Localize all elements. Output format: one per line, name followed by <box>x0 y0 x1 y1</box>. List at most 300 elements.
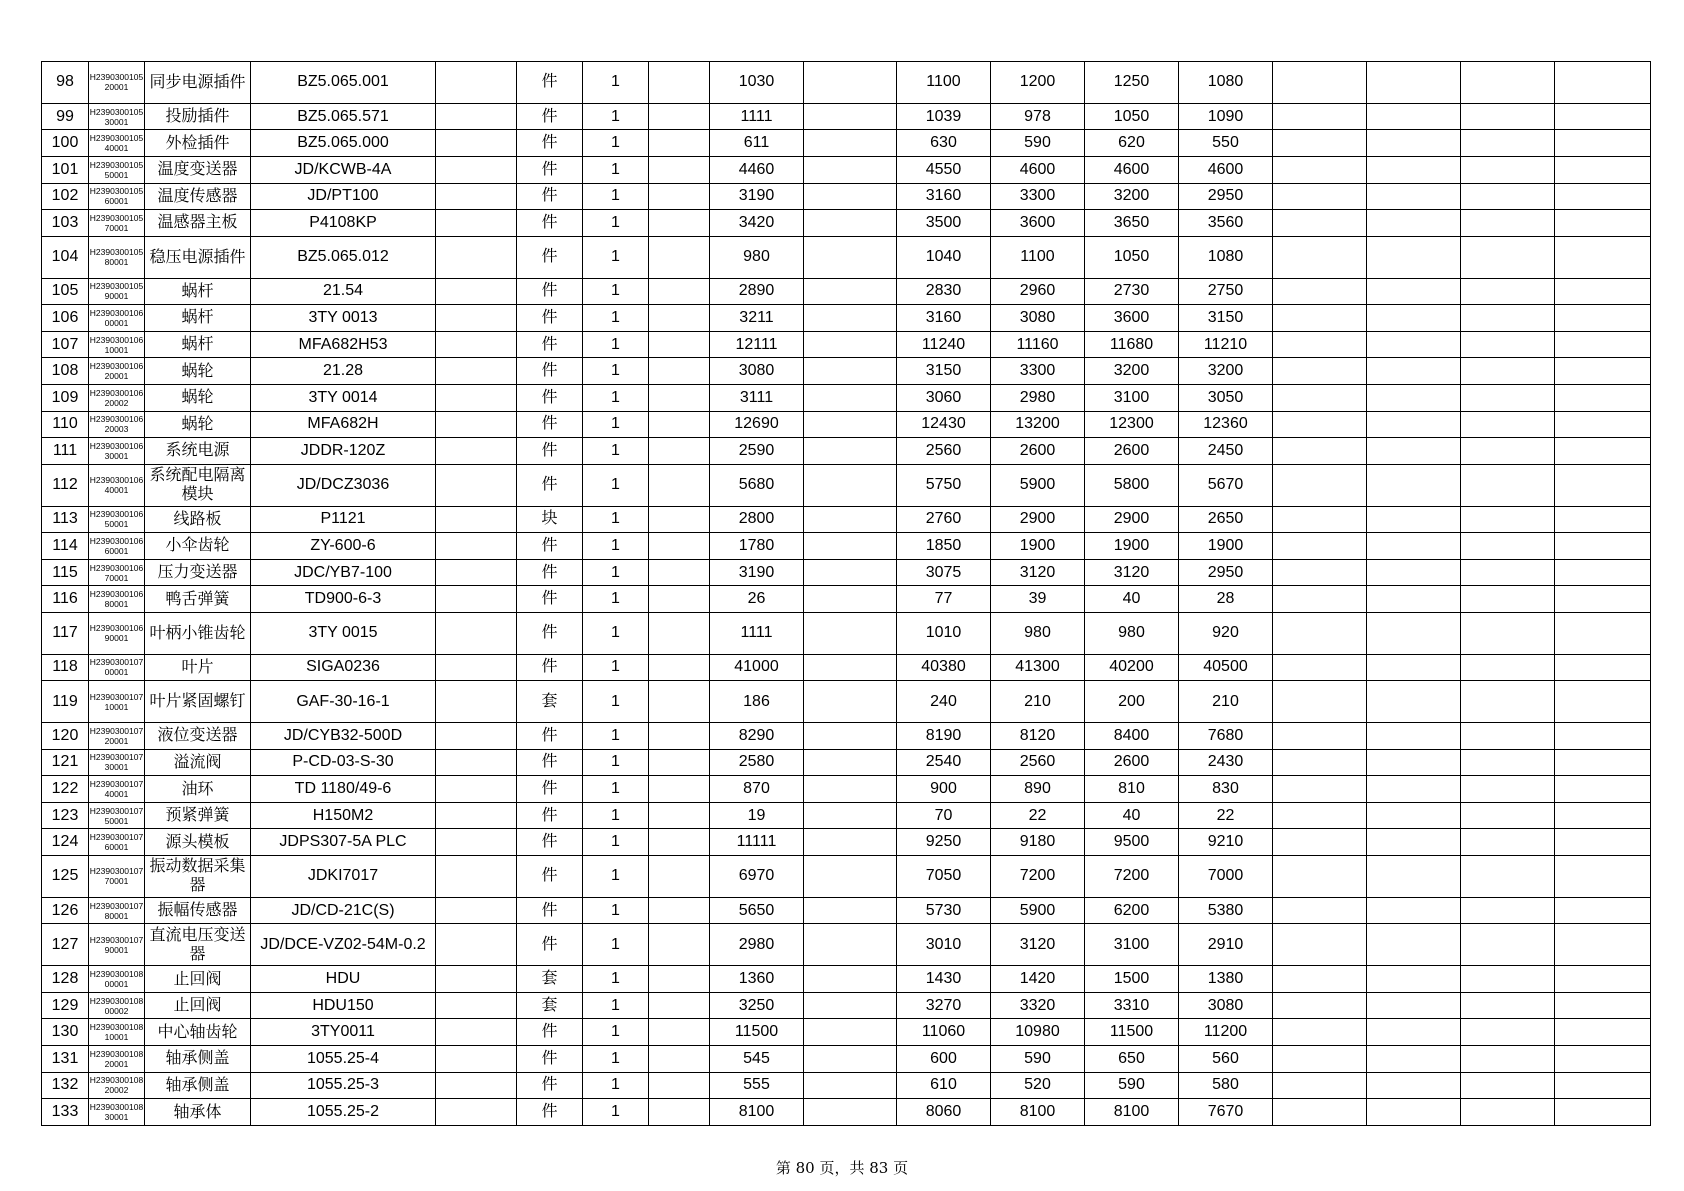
cell-empty <box>649 278 710 305</box>
cell-row-number: 129 <box>42 992 89 1019</box>
cell-unit: 件 <box>517 856 583 898</box>
cell-row-number: 118 <box>42 654 89 681</box>
cell-material-code: H239030010530001 <box>89 103 145 130</box>
cell-empty <box>1461 464 1555 506</box>
cell-row-number: 104 <box>42 236 89 278</box>
cell-model: 3TY 0013 <box>251 305 436 332</box>
cell-price-4: 40 <box>1085 586 1179 613</box>
cell-price-2: 40380 <box>897 654 991 681</box>
cell-price-3: 10980 <box>991 1019 1085 1046</box>
cell-price-2: 900 <box>897 776 991 803</box>
cell-empty <box>436 992 517 1019</box>
cell-unit: 件 <box>517 358 583 385</box>
cell-price-4: 11500 <box>1085 1019 1179 1046</box>
cell-material-code: H239030010660001 <box>89 533 145 560</box>
cell-empty <box>436 776 517 803</box>
cell-quantity: 1 <box>583 62 649 104</box>
cell-empty <box>649 1019 710 1046</box>
cell-empty <box>1555 654 1651 681</box>
cell-material-code: H239030010550001 <box>89 156 145 183</box>
cell-empty <box>436 438 517 465</box>
cell-price-5: 7670 <box>1179 1099 1273 1126</box>
cell-price-4: 12300 <box>1085 411 1179 438</box>
cell-price-4: 980 <box>1085 612 1179 654</box>
cell-quantity: 1 <box>583 924 649 966</box>
cell-part-name: 蜗杆 <box>145 278 251 305</box>
cell-price-5: 210 <box>1179 681 1273 723</box>
cell-material-code: H239030010580001 <box>89 236 145 278</box>
cell-price-5: 550 <box>1179 130 1273 157</box>
cell-empty <box>804 654 897 681</box>
cell-empty <box>436 1046 517 1073</box>
cell-empty <box>649 924 710 966</box>
cell-empty <box>649 897 710 924</box>
cell-price-4: 4600 <box>1085 156 1179 183</box>
cell-empty <box>1273 897 1367 924</box>
cell-price-2: 600 <box>897 1046 991 1073</box>
cell-unit: 件 <box>517 62 583 104</box>
cell-price-5: 3080 <box>1179 992 1273 1019</box>
cell-price-4: 1050 <box>1085 236 1179 278</box>
cell-part-name: 止回阀 <box>145 966 251 993</box>
cell-empty <box>1273 1019 1367 1046</box>
cell-empty <box>436 1099 517 1126</box>
cell-empty <box>1367 438 1461 465</box>
cell-empty <box>804 992 897 1019</box>
table-row <box>42 384 1651 411</box>
cell-quantity: 1 <box>583 506 649 533</box>
cell-empty <box>1273 1072 1367 1099</box>
cell-empty <box>1367 992 1461 1019</box>
cell-empty <box>436 464 517 506</box>
cell-model: JDKI7017 <box>251 856 436 898</box>
cell-price-2: 11240 <box>897 331 991 358</box>
cell-empty <box>1461 924 1555 966</box>
cell-row-number: 121 <box>42 749 89 776</box>
cell-price-5: 1080 <box>1179 236 1273 278</box>
cell-model: BZ5.065.571 <box>251 103 436 130</box>
cell-price-2: 2560 <box>897 438 991 465</box>
cell-material-code: H239030010640001 <box>89 464 145 506</box>
cell-model: TD900-6-3 <box>251 586 436 613</box>
cell-price-3: 7200 <box>991 856 1085 898</box>
cell-price-5: 3150 <box>1179 305 1273 332</box>
cell-empty <box>649 559 710 586</box>
cell-model: ZY-600-6 <box>251 533 436 560</box>
cell-empty <box>1555 506 1651 533</box>
cell-empty <box>1367 1019 1461 1046</box>
cell-price-4: 3600 <box>1085 305 1179 332</box>
cell-row-number: 130 <box>42 1019 89 1046</box>
cell-model: HDU <box>251 966 436 993</box>
cell-empty <box>1367 210 1461 237</box>
cell-empty <box>436 681 517 723</box>
cell-price-5: 7680 <box>1179 723 1273 750</box>
cell-empty <box>1461 992 1555 1019</box>
cell-price-3: 3300 <box>991 183 1085 210</box>
cell-empty <box>436 533 517 560</box>
table-row <box>42 278 1651 305</box>
cell-price-3: 210 <box>991 681 1085 723</box>
cell-row-number: 128 <box>42 966 89 993</box>
cell-empty <box>804 156 897 183</box>
cell-part-name: 振动数据采集器 <box>145 856 251 898</box>
table-row <box>42 966 1651 993</box>
cell-unit: 件 <box>517 723 583 750</box>
cell-price-3: 890 <box>991 776 1085 803</box>
cell-empty <box>1367 506 1461 533</box>
cell-material-code: H239030010710001 <box>89 681 145 723</box>
cell-model: 1055.25-3 <box>251 1072 436 1099</box>
cell-price-4: 1500 <box>1085 966 1179 993</box>
cell-material-code: H239030010810001 <box>89 1019 145 1046</box>
cell-price-4: 200 <box>1085 681 1179 723</box>
cell-part-name: 直流电压变送器 <box>145 924 251 966</box>
cell-row-number: 131 <box>42 1046 89 1073</box>
cell-empty <box>1461 1099 1555 1126</box>
cell-empty <box>1461 776 1555 803</box>
cell-unit: 套 <box>517 966 583 993</box>
cell-row-number: 123 <box>42 802 89 829</box>
table-row <box>42 103 1651 130</box>
cell-price-2: 8190 <box>897 723 991 750</box>
cell-empty <box>1461 829 1555 856</box>
cell-price-3: 3600 <box>991 210 1085 237</box>
cell-empty <box>1555 612 1651 654</box>
cell-quantity: 1 <box>583 586 649 613</box>
cell-empty <box>649 586 710 613</box>
cell-model: H150M2 <box>251 802 436 829</box>
cell-row-number: 109 <box>42 384 89 411</box>
cell-empty <box>804 802 897 829</box>
cell-empty <box>1273 749 1367 776</box>
cell-quantity: 1 <box>583 210 649 237</box>
cell-material-code: H239030010800002 <box>89 992 145 1019</box>
cell-empty <box>804 438 897 465</box>
cell-unit: 件 <box>517 130 583 157</box>
cell-unit: 块 <box>517 506 583 533</box>
cell-material-code: H239030010590001 <box>89 278 145 305</box>
cell-empty <box>649 829 710 856</box>
cell-unit: 件 <box>517 776 583 803</box>
cell-empty <box>804 1072 897 1099</box>
cell-empty <box>1367 183 1461 210</box>
cell-row-number: 98 <box>42 62 89 104</box>
cell-price-5: 2910 <box>1179 924 1273 966</box>
cell-empty <box>436 586 517 613</box>
cell-empty <box>1555 130 1651 157</box>
cell-unit: 件 <box>517 1099 583 1126</box>
cell-price-1: 1030 <box>710 62 804 104</box>
table-row <box>42 183 1651 210</box>
cell-quantity: 1 <box>583 305 649 332</box>
cell-row-number: 112 <box>42 464 89 506</box>
cell-material-code: H239030010570001 <box>89 210 145 237</box>
cell-empty <box>1367 612 1461 654</box>
cell-row-number: 127 <box>42 924 89 966</box>
cell-empty <box>1367 586 1461 613</box>
cell-price-5: 560 <box>1179 1046 1273 1073</box>
cell-quantity: 1 <box>583 992 649 1019</box>
table-row <box>42 62 1651 104</box>
cell-empty <box>1367 236 1461 278</box>
table-row <box>42 856 1651 898</box>
cell-material-code: H239030010540001 <box>89 130 145 157</box>
cell-empty <box>1555 1019 1651 1046</box>
cell-model: BZ5.065.001 <box>251 62 436 104</box>
cell-price-5: 2650 <box>1179 506 1273 533</box>
cell-price-3: 1900 <box>991 533 1085 560</box>
cell-model: 21.54 <box>251 278 436 305</box>
cell-empty <box>649 506 710 533</box>
cell-quantity: 1 <box>583 897 649 924</box>
cell-price-2: 1430 <box>897 966 991 993</box>
table-row <box>42 210 1651 237</box>
cell-empty <box>436 236 517 278</box>
cell-model: P4108KP <box>251 210 436 237</box>
cell-price-1: 12690 <box>710 411 804 438</box>
table-row <box>42 586 1651 613</box>
cell-empty <box>1273 992 1367 1019</box>
cell-quantity: 1 <box>583 1072 649 1099</box>
cell-unit: 件 <box>517 612 583 654</box>
cell-price-1: 26 <box>710 586 804 613</box>
cell-material-code: H239030010690001 <box>89 612 145 654</box>
cell-price-2: 4550 <box>897 156 991 183</box>
cell-empty <box>1273 723 1367 750</box>
cell-price-3: 39 <box>991 586 1085 613</box>
cell-empty <box>1461 723 1555 750</box>
cell-part-name: 预紧弹簧 <box>145 802 251 829</box>
cell-empty <box>1273 156 1367 183</box>
cell-price-5: 28 <box>1179 586 1273 613</box>
cell-row-number: 101 <box>42 156 89 183</box>
cell-empty <box>1367 278 1461 305</box>
cell-quantity: 1 <box>583 384 649 411</box>
cell-row-number: 108 <box>42 358 89 385</box>
cell-quantity: 1 <box>583 130 649 157</box>
cell-quantity: 1 <box>583 654 649 681</box>
cell-price-2: 3160 <box>897 305 991 332</box>
cell-empty <box>1367 464 1461 506</box>
cell-material-code: H239030010820001 <box>89 1046 145 1073</box>
cell-price-1: 8100 <box>710 1099 804 1126</box>
cell-material-code: H239030010750001 <box>89 802 145 829</box>
cell-quantity: 1 <box>583 103 649 130</box>
cell-price-5: 11210 <box>1179 331 1273 358</box>
cell-empty <box>649 1046 710 1073</box>
cell-unit: 件 <box>517 802 583 829</box>
cell-price-2: 70 <box>897 802 991 829</box>
cell-empty <box>1555 897 1651 924</box>
table-row <box>42 438 1651 465</box>
cell-model: JDPS307-5A PLC <box>251 829 436 856</box>
cell-row-number: 102 <box>42 183 89 210</box>
cell-empty <box>436 411 517 438</box>
cell-empty <box>649 438 710 465</box>
cell-quantity: 1 <box>583 438 649 465</box>
cell-empty <box>436 612 517 654</box>
table-row <box>42 681 1651 723</box>
cell-material-code: H239030010620003 <box>89 411 145 438</box>
cell-row-number: 116 <box>42 586 89 613</box>
cell-unit: 件 <box>517 411 583 438</box>
cell-material-code: H239030010600001 <box>89 305 145 332</box>
cell-unit: 件 <box>517 156 583 183</box>
cell-price-4: 3200 <box>1085 358 1179 385</box>
cell-price-5: 2950 <box>1179 559 1273 586</box>
cell-quantity: 1 <box>583 278 649 305</box>
table-row <box>42 802 1651 829</box>
cell-empty <box>1273 103 1367 130</box>
cell-empty <box>436 559 517 586</box>
cell-empty <box>1273 533 1367 560</box>
cell-unit: 件 <box>517 384 583 411</box>
cell-empty <box>1273 411 1367 438</box>
cell-empty <box>804 506 897 533</box>
cell-price-1: 1360 <box>710 966 804 993</box>
cell-empty <box>1555 723 1651 750</box>
cell-price-1: 2980 <box>710 924 804 966</box>
cell-price-3: 11160 <box>991 331 1085 358</box>
cell-model: BZ5.065.012 <box>251 236 436 278</box>
cell-empty <box>436 358 517 385</box>
cell-empty <box>436 897 517 924</box>
cell-part-name: 液位变送器 <box>145 723 251 750</box>
cell-price-3: 2560 <box>991 749 1085 776</box>
cell-price-5: 2750 <box>1179 278 1273 305</box>
cell-part-name: 温感器主板 <box>145 210 251 237</box>
cell-model: JD/CD-21C(S) <box>251 897 436 924</box>
cell-empty <box>1555 236 1651 278</box>
cell-price-4: 2600 <box>1085 438 1179 465</box>
cell-empty <box>1461 612 1555 654</box>
cell-model: JD/CYB32-500D <box>251 723 436 750</box>
cell-price-5: 5670 <box>1179 464 1273 506</box>
cell-empty <box>1367 384 1461 411</box>
cell-price-3: 978 <box>991 103 1085 130</box>
cell-price-1: 1111 <box>710 103 804 130</box>
cell-empty <box>649 802 710 829</box>
cell-price-1: 8290 <box>710 723 804 750</box>
cell-empty <box>649 464 710 506</box>
cell-unit: 套 <box>517 992 583 1019</box>
cell-empty <box>804 358 897 385</box>
cell-price-3: 3120 <box>991 559 1085 586</box>
cell-empty <box>1273 612 1367 654</box>
cell-price-4: 650 <box>1085 1046 1179 1073</box>
page-footer: 第 80 页，共 83 页 <box>775 1159 909 1177</box>
cell-empty <box>1461 62 1555 104</box>
cell-part-name: 轴承侧盖 <box>145 1046 251 1073</box>
cell-quantity: 1 <box>583 776 649 803</box>
cell-empty <box>804 897 897 924</box>
cell-row-number: 119 <box>42 681 89 723</box>
cell-row-number: 111 <box>42 438 89 465</box>
cell-price-3: 5900 <box>991 897 1085 924</box>
cell-unit: 件 <box>517 236 583 278</box>
cell-price-3: 590 <box>991 1046 1085 1073</box>
cell-price-2: 11060 <box>897 1019 991 1046</box>
cell-part-name: 溢流阀 <box>145 749 251 776</box>
cell-empty <box>1555 464 1651 506</box>
cell-empty <box>1555 802 1651 829</box>
cell-empty <box>1461 183 1555 210</box>
cell-model: HDU150 <box>251 992 436 1019</box>
cell-price-5: 7000 <box>1179 856 1273 898</box>
cell-price-5: 9210 <box>1179 829 1273 856</box>
cell-unit: 件 <box>517 438 583 465</box>
cell-unit: 件 <box>517 829 583 856</box>
cell-empty <box>1461 130 1555 157</box>
cell-price-3: 2900 <box>991 506 1085 533</box>
cell-price-4: 3120 <box>1085 559 1179 586</box>
cell-part-name: 蜗轮 <box>145 411 251 438</box>
table-row <box>42 723 1651 750</box>
cell-part-name: 叶片紧固螺钉 <box>145 681 251 723</box>
table-row <box>42 1072 1651 1099</box>
cell-empty <box>1461 1019 1555 1046</box>
cell-material-code: H239030010790001 <box>89 924 145 966</box>
cell-empty <box>649 992 710 1019</box>
cell-part-name: 源头模板 <box>145 829 251 856</box>
cell-empty <box>436 723 517 750</box>
cell-material-code: H239030010800001 <box>89 966 145 993</box>
cell-quantity: 1 <box>583 723 649 750</box>
cell-price-1: 2590 <box>710 438 804 465</box>
table-row <box>42 130 1651 157</box>
cell-empty <box>649 183 710 210</box>
cell-empty <box>1367 331 1461 358</box>
cell-empty <box>436 506 517 533</box>
cell-unit: 件 <box>517 210 583 237</box>
cell-price-4: 1050 <box>1085 103 1179 130</box>
cell-model: BZ5.065.000 <box>251 130 436 157</box>
cell-price-4: 5800 <box>1085 464 1179 506</box>
cell-price-1: 1780 <box>710 533 804 560</box>
cell-price-3: 2600 <box>991 438 1085 465</box>
table-row <box>42 533 1651 560</box>
cell-empty <box>1367 62 1461 104</box>
cell-part-name: 中心轴齿轮 <box>145 1019 251 1046</box>
cell-empty <box>1367 130 1461 157</box>
cell-part-name: 外检插件 <box>145 130 251 157</box>
cell-part-name: 轴承体 <box>145 1099 251 1126</box>
cell-empty <box>1555 966 1651 993</box>
cell-part-name: 蜗杆 <box>145 331 251 358</box>
cell-price-3: 13200 <box>991 411 1085 438</box>
cell-row-number: 125 <box>42 856 89 898</box>
cell-empty <box>436 654 517 681</box>
cell-material-code: H239030010620002 <box>89 384 145 411</box>
cell-row-number: 100 <box>42 130 89 157</box>
cell-empty <box>1273 586 1367 613</box>
cell-row-number: 99 <box>42 103 89 130</box>
cell-part-name: 温度变送器 <box>145 156 251 183</box>
cell-price-3: 3320 <box>991 992 1085 1019</box>
cell-empty <box>649 384 710 411</box>
cell-price-2: 630 <box>897 130 991 157</box>
table-row <box>42 305 1651 332</box>
cell-price-2: 8060 <box>897 1099 991 1126</box>
cell-empty <box>649 612 710 654</box>
cell-price-2: 1010 <box>897 612 991 654</box>
cell-empty <box>436 278 517 305</box>
cell-price-4: 3650 <box>1085 210 1179 237</box>
cell-empty <box>1461 103 1555 130</box>
cell-empty <box>1461 586 1555 613</box>
cell-empty <box>649 411 710 438</box>
